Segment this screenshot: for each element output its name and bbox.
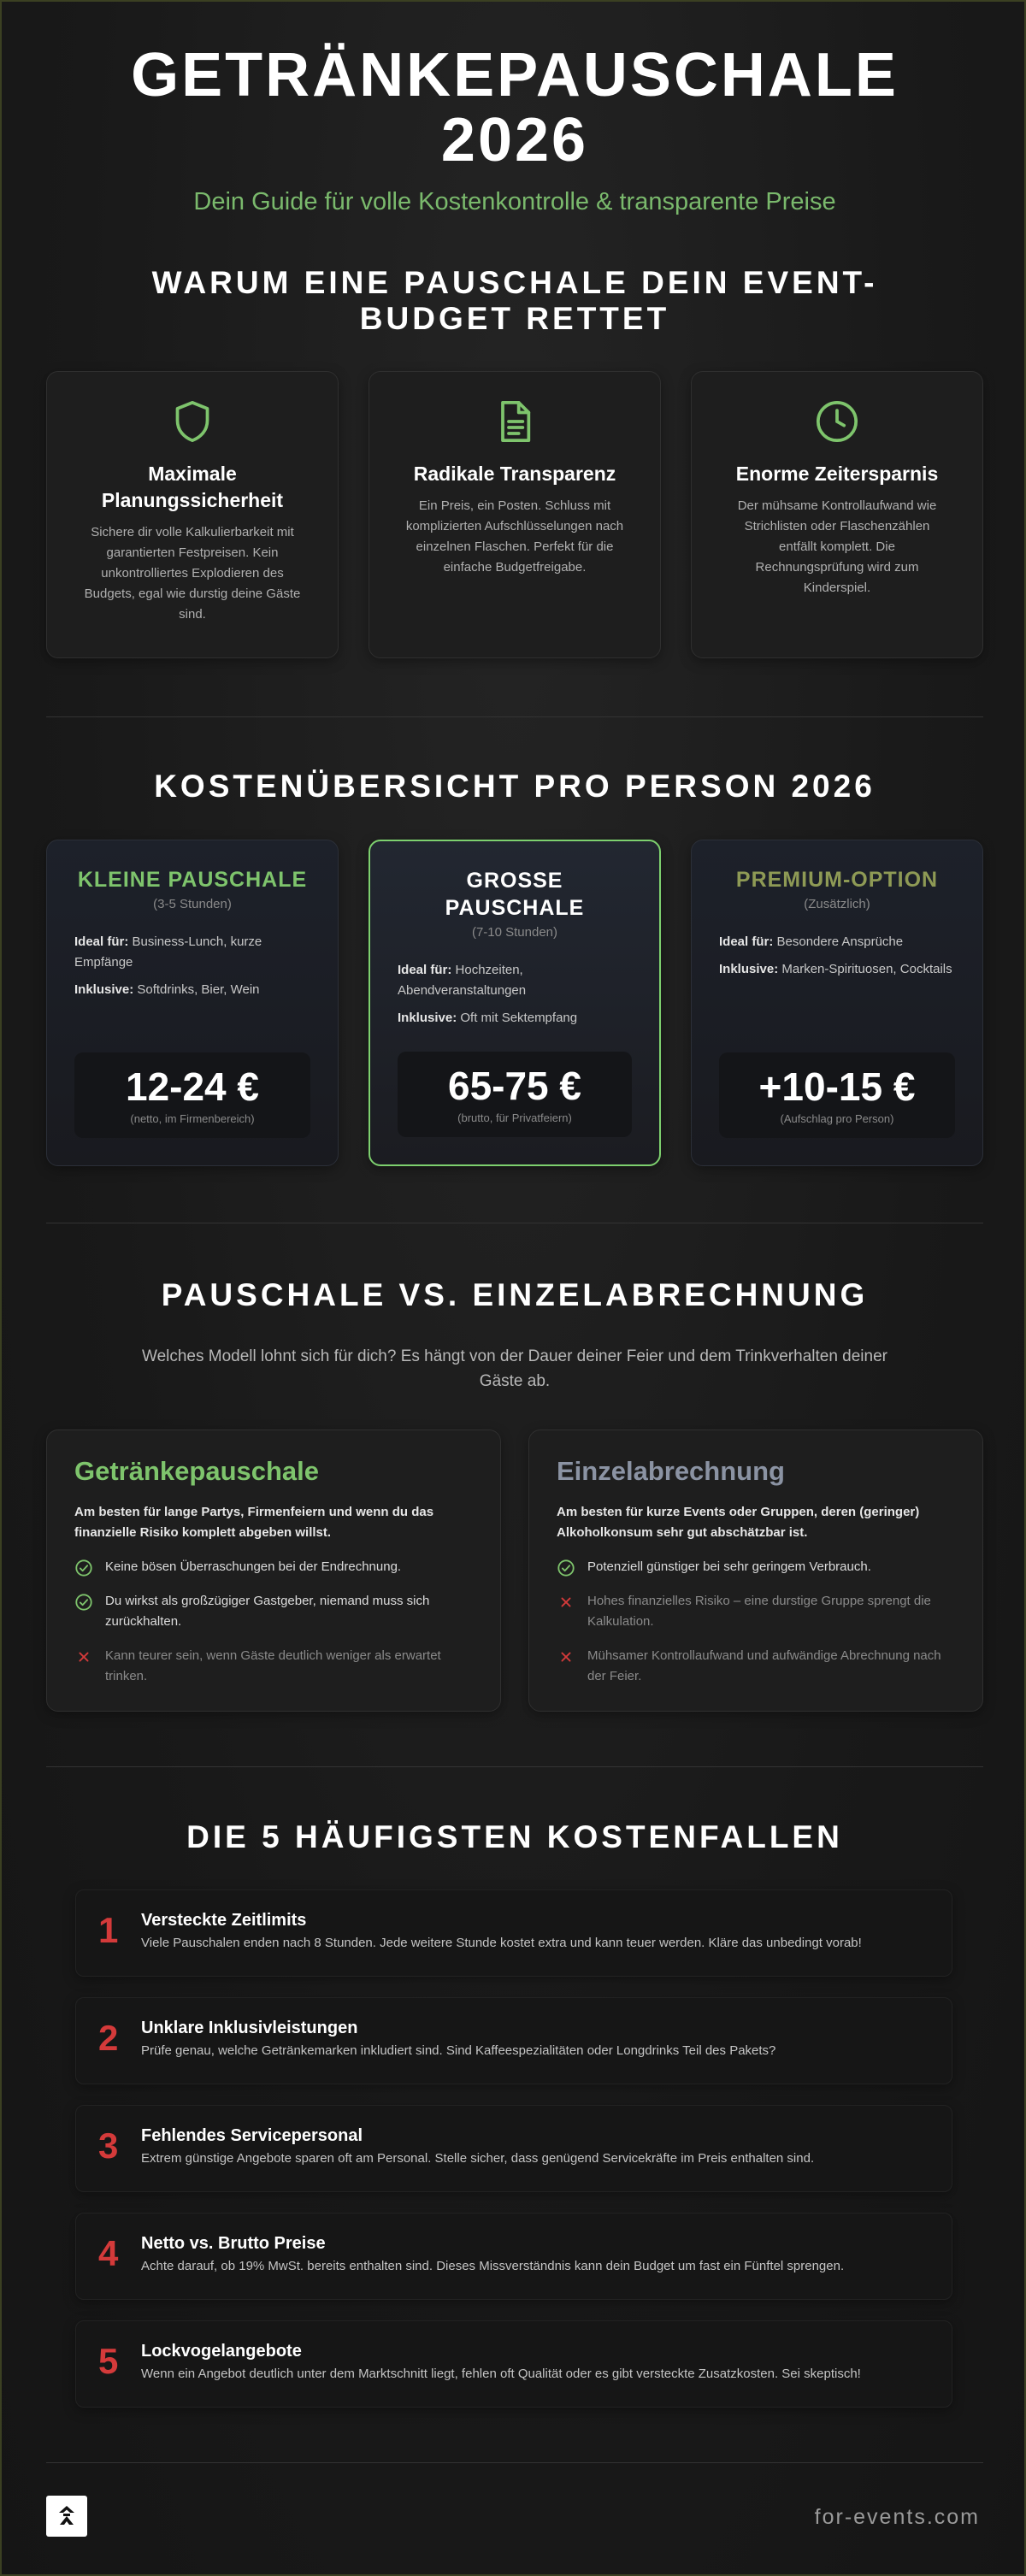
pitfall-text: Wenn ein Angebot deutlich unter dem Marktschnitt liegt, fehlen oft Qualität oder es gibt versteckte Zusatzkosten. Sei skeptisch! [141,2367,861,2381]
price-card-ideal: Ideal für: Besondere Ansprüche [719,934,904,949]
comparison-card-lead: Am besten für kurze Events oder Gruppen, deren (geringer) Alkoholkonsum sehr gut abschätzbar ist. [557,1505,920,1540]
pitfall-item [75,2320,952,2408]
price-card-premium [691,840,983,1166]
benefit-title: Enorme Zeitersparnis [735,463,939,485]
price-card-inclusive: Inklusive: Marken-Spirituosen, Cocktails [719,962,952,976]
price-card-ideal: Ideal für: Hochzeiten, Abendveranstaltungen [398,963,527,998]
comparison-card-title: Getränkepauschale [74,1456,320,1486]
for-events-logo-icon[interactable] [46,2496,87,2537]
check-icon [74,1593,93,1612]
con-item: Kann teurer sein, wenn Gäste deutlich weniger als erwartet trinken. [74,1646,473,1687]
page-title: GETRÄNKEPAUSCHALE 2026 [131,41,899,174]
pro-item: Keine bösen Überraschungen bei der Endrechnung. [74,1557,473,1577]
benefit-card-planning [46,371,339,658]
pitfall-text: Viele Pauschalen enden nach 8 Stunden. Jede weitere Stunde kostet extra und kann teuer werden. Kläre das unbedingt vorab! [141,1936,862,1950]
pitfalls-title: DIE 5 HÄUFIGSTEN KOSTENFALLEN [186,1819,843,1854]
comparison-card-flatrate [46,1429,501,1712]
cross-icon [557,1593,575,1612]
price-card-name: PREMIUM-OPTION [735,868,939,892]
price-card-small [46,840,339,1166]
price-card-name: KLEINE PAUSCHALE [77,868,308,892]
price-card-inclusive: Inklusive: Oft mit Sektempfang [398,1011,578,1025]
pitfall-item [75,1997,952,2084]
pitfall-title: Unklare Inklusivleistungen [141,2019,358,2037]
con-item: Hohes finanzielles Risiko – eine durstige Gruppe sprengt die Kalkulation. [557,1591,955,1632]
comparison-card-title: Einzelabrechnung [557,1456,785,1486]
section-divider [46,1766,983,1767]
price-note: (netto, im Firmenbereich) [130,1112,255,1125]
pitfall-number: 3 [98,2125,119,2166]
comparison-card-individual [528,1429,983,1712]
check-icon [74,1559,93,1577]
comparison-intro: Welches Modell lohnt sich für dich? Es hängt von der Dauer deiner Feier und dem Trinkverhalten deiner Gäste ab. [141,1347,887,1390]
cross-icon [557,1648,575,1666]
pricing-title: KOSTENÜBERSICHT PRO PERSON 2026 [154,769,876,804]
pitfall-title: Netto vs. Brutto Preise [141,2234,326,2253]
pitfall-item [75,2105,952,2192]
price-card-duration: (7-10 Stunden) [471,925,558,940]
price-card-duration: (3-5 Stunden) [153,897,232,911]
section-divider [46,716,983,717]
header [2,43,1026,216]
benefit-title: Maximale Planungssicherheit [101,463,284,511]
pitfall-number: 2 [98,2018,119,2058]
pitfall-text: Extrem günstige Angebote sparen oft am Personal. Stelle sicher, dass genügend Servicekräfte im Preis enthalten sind. [141,2151,815,2166]
price-card-ideal: Ideal für: Business-Lunch, kurze Empfänge [74,934,262,970]
website-link[interactable]: for-events.com [814,2505,980,2529]
document-icon [491,398,539,445]
pitfall-text: Achte darauf, ob 19% MwSt. bereits enthalten sind. Dieses Missverständnis kann dein Budget um fast ein Fünftel sprengen. [141,2259,845,2273]
pro-item: Potenziell günstiger bei sehr geringem Verbrauch. [557,1557,955,1577]
pitfall-title: Versteckte Zeitlimits [141,1911,307,1930]
pitfall-item [75,2213,952,2300]
pitfall-item [75,1889,952,1977]
price-note: (brutto, für Privatfeiern) [457,1111,572,1124]
comparison-title: PAUSCHALE VS. EINZELABRECHNUNG [161,1277,869,1312]
price-card-duration: (Zusätzlich) [804,897,870,911]
price-amount: +10-15 € [758,1064,916,1109]
benefit-card-transparency [369,371,661,658]
con-item: Mühsamer Kontrollaufwand und aufwändige Abrechnung nach der Feier. [557,1646,955,1687]
pitfall-text: Prüfe genau, welche Getränkemarken inkludiert sind. Sind Kaffeespezialitäten oder Longdrinks Teil des Pakets? [141,2043,776,2058]
check-icon [557,1559,575,1577]
price-note: (Aufschlag pro Person) [780,1112,894,1125]
price-box [74,1052,310,1138]
pitfall-title: Lockvogelangebote [141,2342,302,2361]
price-card-name: GROSSE PAUSCHALE [445,869,585,920]
page-subtitle: Dein Guide für volle Kostenkontrolle & transparente Preise [193,188,836,215]
benefit-card-time [691,371,983,658]
pitfall-number: 5 [98,2341,119,2381]
section-divider [46,2462,983,2463]
price-card-inclusive: Inklusive: Softdrinks, Bier, Wein [74,982,260,997]
shield-icon [168,398,216,445]
benefit-title: Radikale Transparenz [413,463,616,485]
benefit-text: Sichere dir volle Kalkulierbarkeit mit garantierten Festpreisen. Kein unkontrolliertes Explodieren des Budgets, egal wie durstig deine Gäste sind. [84,525,301,622]
benefit-text: Ein Preis, ein Posten. Schluss mit komplizierten Aufschlüsselungen nach einzelnen Flaschen. Perfekt für die einfache Budgetfreigabe. [405,498,624,575]
pro-item: Du wirkst als großzügiger Gastgeber, niemand muss sich zurückhalten. [74,1591,473,1632]
price-amount: 65-75 € [447,1064,581,1108]
price-box [398,1052,632,1137]
benefit-text: Der mühsame Kontrollaufwand wie Strichlisten oder Flaschenzählen entfällt komplett. Die Rechnungsprüfung wird zum Kinderspiel. [737,498,937,595]
pitfall-number: 4 [98,2233,119,2273]
clock-icon [813,398,861,445]
price-amount: 12-24 € [125,1064,259,1109]
pitfall-number: 1 [98,1910,119,1950]
price-box [719,1052,955,1138]
cross-icon [74,1648,93,1666]
price-card-large [369,840,661,1166]
comparison-card-lead: Am besten für lange Partys, Firmenfeiern und wenn du das finanzielle Risiko komplett abgeben willst. [74,1505,434,1540]
benefits-title: WARUM EINE PAUSCHALE DEIN EVENT-BUDGET RETTET [151,265,878,336]
pitfall-title: Fehlendes Servicepersonal [141,2126,363,2145]
